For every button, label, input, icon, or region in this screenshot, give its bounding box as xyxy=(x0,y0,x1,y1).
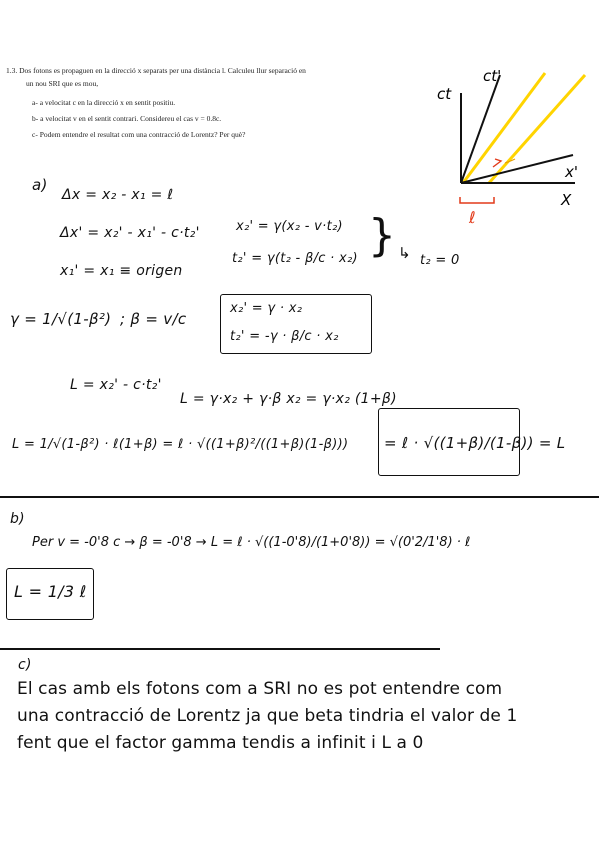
L-expand: L = γ·x₂ + γ·β x₂ = γ·x₂ (1+β) xyxy=(180,391,397,407)
part-b-line: Per v = -0'8 c → β = -0'8 → L = ℓ · √((1-0'8)/(1+0'8)) = √(0'2/1'8) · ℓ xyxy=(32,535,471,550)
statement-item-b: b- a velocitat v en el sentit contrari. Considereu el cas v = 0.8c. xyxy=(32,114,222,123)
part-c-label: c) xyxy=(18,657,32,673)
delta-x-prime-eq: Δx' = x₂' - x₁' - c·t₂' xyxy=(60,225,200,241)
t2-prime-transform: t₂' = γ(t₂ - β/c · x₂) xyxy=(232,251,358,266)
x-prime-axis xyxy=(461,155,573,183)
L-def: L = x₂' - c·t₂' xyxy=(70,377,162,393)
part-c-text-line-2: una contracció de Lorentz ja que beta tindria el valor de 1 xyxy=(17,706,518,726)
curly-brace: } xyxy=(368,210,397,261)
origin-eq: x₁' = x₁ ≡ origen xyxy=(60,263,183,279)
x-prime-label: x' xyxy=(565,163,579,181)
statement-item-a: a- a velocitat c en la direcció x en sentit positiu. xyxy=(32,98,176,107)
L-boxed: = ℓ · √((1+β)/(1-β)) = L xyxy=(384,434,566,452)
t2-zero: t₂ = 0 xyxy=(420,253,460,268)
boxed-t2: t₂' = -γ · β/c · x₂ xyxy=(230,329,339,344)
part-b-result: L = 1/3 ℓ xyxy=(14,582,87,601)
part-c-text-line-3: fent que el factor gamma tendis a infinit i L a 0 xyxy=(17,733,424,753)
divider-b-c xyxy=(0,648,440,650)
part-a-label: a) xyxy=(32,176,48,194)
l-brace xyxy=(460,197,494,203)
beta-def: ; β = v/c xyxy=(120,310,187,328)
x-label: X xyxy=(561,191,572,209)
marker-scribble xyxy=(493,159,501,167)
statement-line-2: un nou SRI que es mou, xyxy=(26,79,99,88)
ct-prime-label: ct' xyxy=(483,67,502,85)
statement-item-c: c- Podem entendre el resultat com una contracció de Lorentz? Per què? xyxy=(32,130,246,139)
boxed-x2: x₂' = γ · x₂ xyxy=(230,301,303,316)
l-label: ℓ xyxy=(469,208,476,225)
x2-prime-transform: x₂' = γ(x₂ - v·t₂) xyxy=(236,219,343,234)
ct-label: ct xyxy=(437,85,452,103)
part-c-text-line-1: El cas amb els fotons com a SRI no es pot entendre com xyxy=(17,679,503,699)
part-b-label: b) xyxy=(10,511,25,527)
statement-line-1: 1.3. Dos fotons es propaguen en la direcció x separats per una distància l. Calculeu llur separació en xyxy=(6,66,306,75)
spacetime-diagram xyxy=(425,55,599,225)
delta-x-eq: Δx = x₂ - x₁ = ℓ xyxy=(62,187,174,203)
implies-arrow: ↳ xyxy=(398,244,411,262)
gamma-def: γ = 1/√(1-β²) xyxy=(10,310,112,328)
L-line-start: L = 1/√(1-β²) · ℓ(1+β) = ℓ · √((1+β)²/((1+β)(1-β))) xyxy=(12,437,349,452)
divider-a-b xyxy=(0,496,599,498)
